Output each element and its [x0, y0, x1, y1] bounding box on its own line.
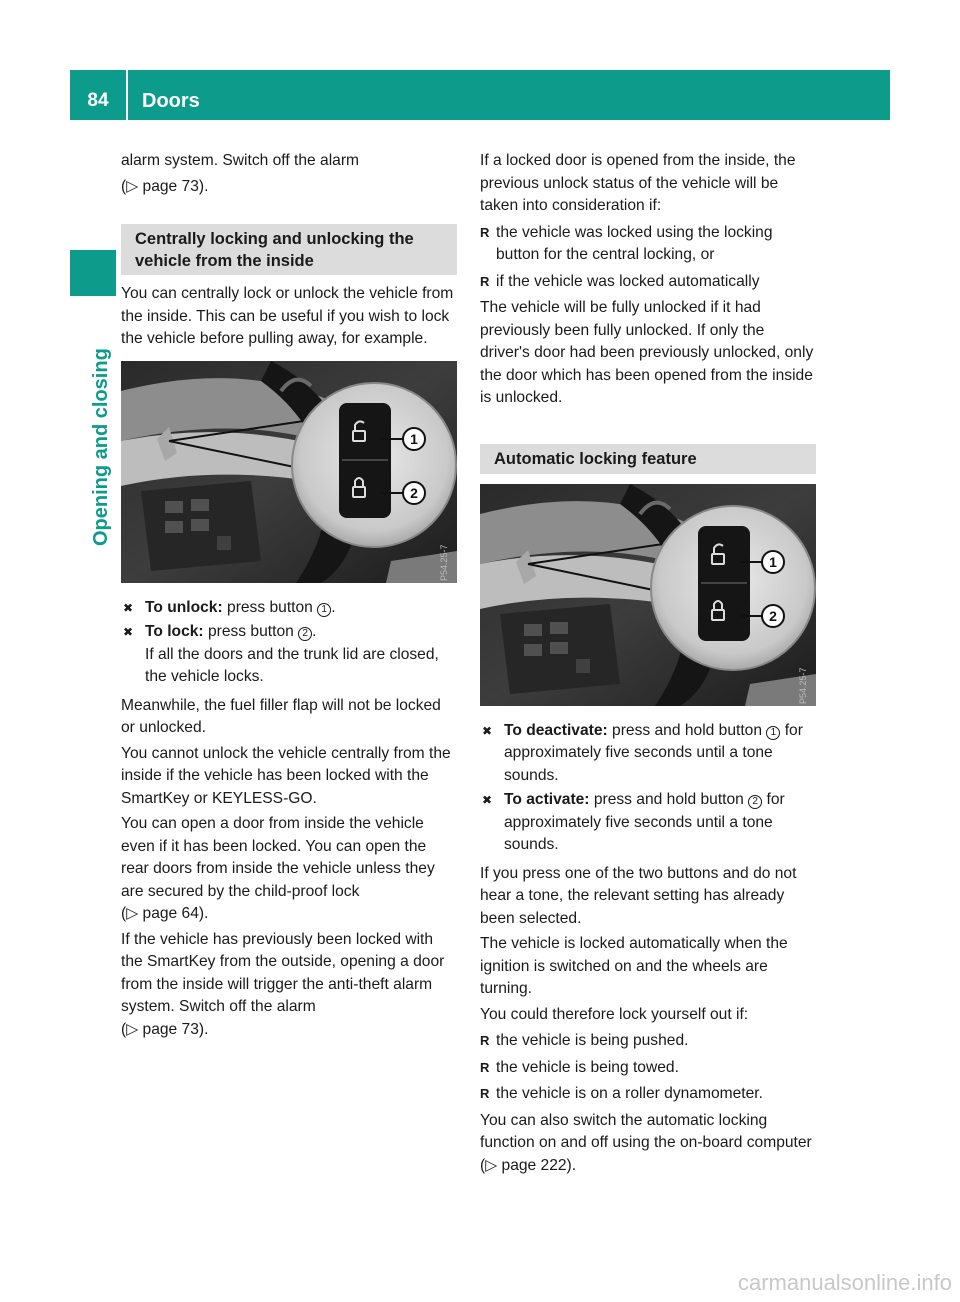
svg-text:1: 1 — [769, 553, 777, 570]
bullet-icon: R — [480, 1059, 490, 1075]
list-item: R the vehicle was locked using the locking button for the central locking, or — [480, 223, 773, 263]
page-ref-64[interactable]: (▷ page 64). — [121, 905, 209, 922]
image-code: P54.25-7 — [798, 666, 808, 704]
heading-line-1: Centrally locking and unlocking the — [135, 230, 414, 248]
paragraph: Meanwhile, the fuel filler flap will not be locked or unlocked. — [121, 696, 441, 736]
door-panel-photo — [121, 361, 457, 583]
step-label: To activate: — [504, 791, 590, 808]
button-ref-2: 2 — [748, 795, 762, 809]
step-arrow-icon: ✖ — [123, 600, 134, 615]
bullet-icon: R — [480, 224, 490, 240]
step-activate: ✖ To activate: press and hold button 2 for approximately five seconds until a tone sounds. — [482, 791, 785, 853]
bullet-icon: R — [480, 1086, 490, 1101]
list-item: R if the vehicle was locked automatically — [480, 271, 816, 294]
bullet-icon: R — [480, 1033, 490, 1048]
step-label: To lock: — [145, 623, 204, 640]
svg-text:2: 2 — [410, 484, 418, 501]
step-text: press button — [227, 598, 313, 616]
step-unlock: ✖ To unlock: press button 1 . — [121, 597, 457, 620]
image-code: P54.25-7 — [439, 543, 449, 581]
chapter-title: Doors — [142, 90, 200, 112]
list-item: R the vehicle is being pushed. — [480, 1030, 816, 1053]
paragraph: You could therefore lock yourself out if: — [480, 1005, 749, 1023]
paragraph: If you press one of the two buttons and do not hear a tone, the relevant setting has already been selected. — [480, 864, 797, 927]
button-ref-1: 1 — [317, 603, 331, 617]
step-text: press button — [207, 623, 294, 640]
intro-line: alarm system. Switch off the alarm — [121, 152, 360, 169]
page-number: 84 — [87, 90, 109, 111]
step-lock: ✖ To lock: press button 2 . If all the doors and the trunk lid are closed, the vehicle locks. — [121, 621, 457, 689]
svg-text:1: 1 — [410, 430, 418, 447]
heading-line-2: vehicle from the inside — [135, 252, 314, 270]
left-column — [121, 150, 457, 1044]
right-column — [480, 150, 816, 1180]
intro-page-ref[interactable]: (▷ page 73). — [121, 177, 209, 195]
sidebar-marker — [70, 250, 116, 296]
paragraph: The vehicle will be fully unlocked if it had previously been fully unlocked. If only the driver's door had been previously unlocked, only the door which has been opened from the inside is unlocked. — [480, 299, 814, 406]
step-label: To unlock: — [145, 598, 223, 616]
step-label: To deactivate: — [504, 721, 608, 739]
step-arrow-icon: ✖ — [482, 723, 493, 738]
paragraph: The vehicle is locked automatically when the ignition is switched on and the wheels are turning. — [480, 935, 788, 997]
button-ref-1: 1 — [766, 726, 780, 740]
paragraph: If the vehicle has previously been locked with the SmartKey from the outside, opening a door from the inside will trigger the anti-theft alarm system. Switch off the alarm (▷ page 73). — [121, 930, 445, 1038]
step-detail: If all the doors and the trunk lid are closed, the vehicle locks. — [145, 645, 439, 685]
section-heading-central-locking — [121, 224, 457, 275]
svg-text:2: 2 — [769, 607, 777, 624]
door-panel-photo-2 — [480, 484, 816, 706]
bullet-icon: R — [480, 273, 490, 289]
button-ref-2: 2 — [298, 627, 312, 641]
list-item: R the vehicle is on a roller dynamometer. — [480, 1083, 816, 1106]
section-heading-automatic-locking: Automatic locking feature — [480, 444, 816, 474]
paragraph: If a locked door is opened from the inside, the previous unlock status of the vehicle will be taken into consideration if: — [480, 152, 796, 214]
header-divider — [126, 70, 128, 120]
watermark: carmanualsonline.info — [737, 1270, 952, 1295]
paragraph: You cannot unlock the vehicle centrally from the inside if the vehicle has been locked with the SmartKey or KEYLESS-GO. — [121, 744, 451, 807]
page-ref-73[interactable]: (▷ page 73). — [121, 1020, 209, 1038]
step-deactivate: ✖ To deactivate: press and hold button 1 for approximately five seconds until a tone sounds. — [482, 721, 803, 784]
paragraph: You can open a door from inside the vehicle even if it has been locked. You can open the rear doors from inside the vehicle unless they are secured by the child-proof lock (▷ page 64). — [121, 815, 435, 922]
list-item: R the vehicle is being towed. — [480, 1057, 816, 1080]
step-arrow-icon: ✖ — [123, 625, 134, 639]
sidebar-section-label: Opening and closing — [90, 348, 112, 546]
paragraph: You can centrally lock or unlock the vehicle from the inside. This can be useful if you wish to lock the vehicle before pulling away, for example. — [121, 285, 454, 347]
step-arrow-icon: ✖ — [482, 793, 493, 807]
paragraph: You can also switch the automatic locking function on and off using the on-board computer (▷ page 222). — [480, 1111, 812, 1174]
